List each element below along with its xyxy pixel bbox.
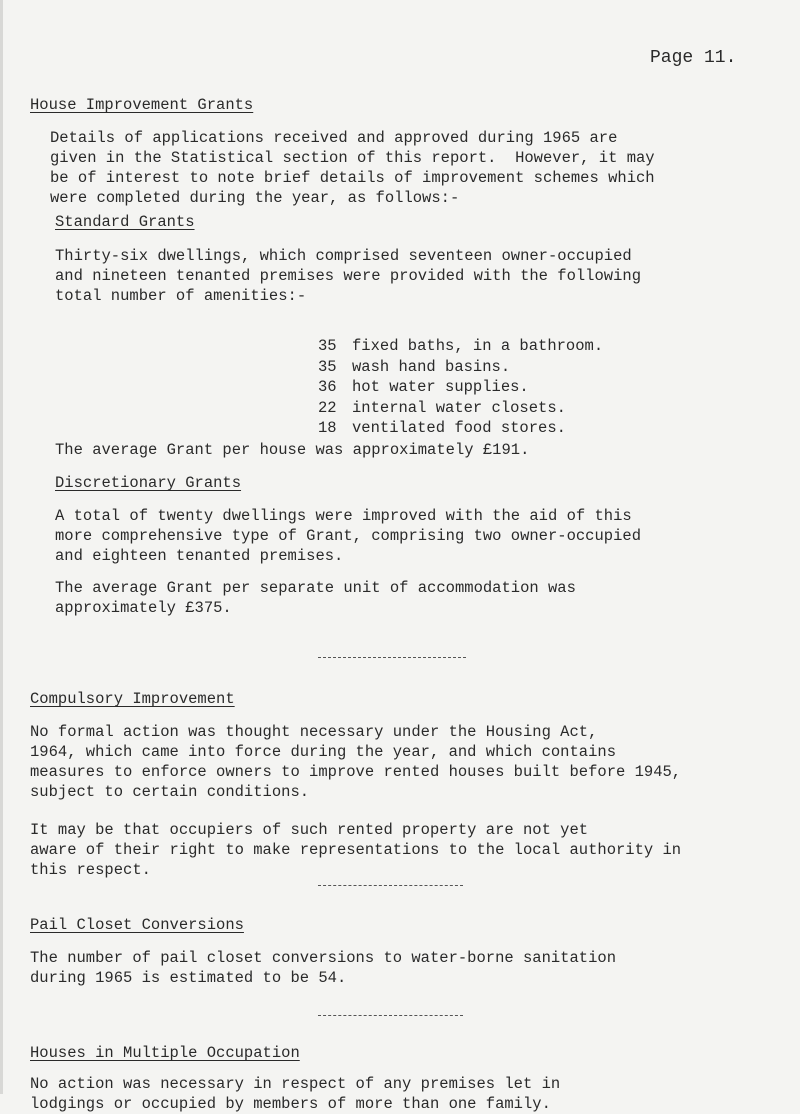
paragraph-pail-closet-conversions: The number of pail closet conversions to water-borne sanitation during 1965 is estimated to be 54.	[30, 949, 616, 987]
heading-compulsory-improvement: Compulsory Improvement	[30, 690, 235, 708]
amenity-label: wash hand basins.	[352, 357, 511, 376]
paragraph-standard-grants: Thirty-six dwellings, which comprised seventeen owner-occupied and nineteen tenanted premises were provided with the following total number of amenities:-	[55, 247, 641, 305]
amenity-item	[318, 357, 603, 378]
amenity-label: ventilated food stores.	[352, 419, 566, 437]
paragraph-representations: It may be that occupiers of such rented property are not yet aware of their right to make representations to the local authority in this respect.	[30, 821, 682, 879]
section-divider	[318, 657, 466, 658]
standard-grant-average: The average Grant per house was approximately £191.	[55, 441, 530, 459]
heading-standard-grants: Standard Grants	[55, 213, 195, 231]
amenities-list	[318, 336, 603, 439]
amenity-item	[318, 336, 603, 357]
page-edge-shadow	[0, 0, 3, 1094]
section-divider	[318, 1015, 463, 1016]
amenity-qty: 36	[318, 378, 337, 396]
page-number: Page 11.	[650, 48, 737, 68]
heading-houses-multiple-occupation: Houses in Multiple Occupation	[30, 1044, 300, 1062]
discretionary-grant-average: The average Grant per separate unit of accommodation was approximately £375.	[55, 579, 576, 617]
paragraph-compulsory-improvement: No formal action was thought necessary under the Housing Act, 1964, which came into force during the year, and which contains measures to enforce owners to improve rented houses built before 1945, subject to certain conditions.	[30, 723, 682, 801]
amenity-qty: 22	[318, 398, 337, 417]
amenity-label: internal water closets.	[352, 398, 566, 417]
amenity-label: fixed baths, in a bathroom.	[352, 337, 604, 355]
amenity-label: hot water supplies.	[352, 378, 529, 396]
heading-discretionary-grants: Discretionary Grants	[55, 474, 242, 492]
amenity-qty: 35	[318, 337, 337, 355]
paragraph-discretionary-grants: A total of twenty dwellings were improved with the aid of this more comprehensive type of Grant, comprising two owner-occupied and eighteen tenanted premises.	[55, 507, 641, 565]
amenity-item	[318, 398, 603, 419]
heading-pail-closet-conversions: Pail Closet Conversions	[30, 916, 244, 934]
paragraph-house-improvement-intro: Details of applications received and approved during 1965 are given in the Statistical section of this report. However, it may be of interest to note brief details of improvement schemes which were completed during the year, as follows:-	[50, 129, 655, 207]
amenity-item	[318, 418, 603, 439]
amenity-item	[318, 377, 603, 398]
heading-house-improvement-grants: House Improvement Grants	[30, 96, 254, 114]
amenity-qty: 35	[318, 357, 337, 376]
amenity-qty: 18	[318, 419, 337, 437]
section-divider	[318, 885, 463, 886]
paragraph-houses-multiple-occupation: No action was necessary in respect of any premises let in lodgings or occupied by members of more than one family.	[30, 1075, 561, 1113]
